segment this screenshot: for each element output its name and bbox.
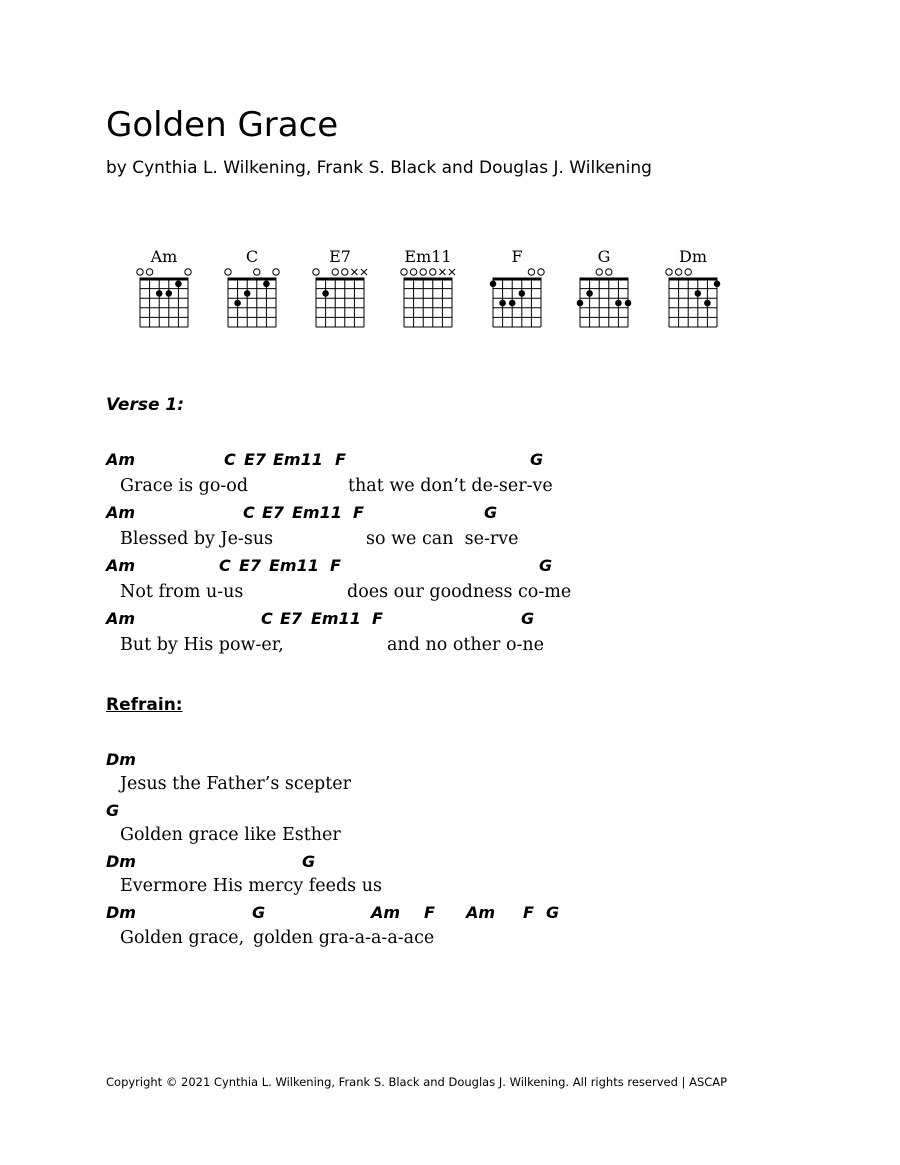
- open-string-marker: [430, 269, 436, 275]
- lyric-segment: so we can se-rve: [366, 529, 519, 549]
- finger-dot: [615, 300, 622, 307]
- chord: E7: [262, 503, 285, 522]
- lyric-segment: But by His pow-er,: [120, 635, 284, 655]
- chord-line: [0, 750, 900, 772]
- open-string-marker: [146, 269, 152, 275]
- chord-line: [0, 852, 900, 874]
- finger-dot: [625, 300, 632, 307]
- open-string-marker: [225, 269, 231, 275]
- muted-string-marker: [449, 269, 455, 275]
- chord-line: [0, 609, 900, 631]
- chord: Em11: [292, 503, 342, 522]
- chord: F: [335, 450, 346, 469]
- chord: Am: [106, 503, 136, 522]
- finger-dot: [490, 281, 497, 288]
- lyric-segment: Jesus the Father’s scepter: [120, 774, 352, 794]
- finger-dot: [509, 300, 516, 307]
- finger-dot: [244, 290, 251, 297]
- chord: G: [539, 556, 553, 575]
- chord-diagram-name: F: [511, 247, 523, 266]
- finger-dot: [586, 290, 593, 297]
- lyric-segment: does our goodness co-me: [347, 582, 572, 602]
- chord: Dm: [106, 903, 136, 922]
- lyric-line: [0, 582, 900, 604]
- chord: Em11: [311, 609, 361, 628]
- chord: G: [521, 609, 535, 628]
- refrain-heading: Refrain:: [106, 695, 183, 715]
- chord-line: [0, 503, 900, 525]
- finger-dot: [577, 300, 584, 307]
- nut: [580, 278, 629, 281]
- open-string-marker: [313, 269, 319, 275]
- chord-diagram-name: Em11: [404, 247, 452, 266]
- chord: F: [330, 556, 341, 575]
- chord: Am: [466, 903, 496, 922]
- chord: F: [523, 903, 534, 922]
- chord: G: [106, 801, 120, 820]
- verse-heading: Verse 1:: [106, 395, 185, 415]
- open-string-marker: [420, 269, 426, 275]
- muted-string-marker: [351, 269, 357, 275]
- lyric-segment: that we don’t de-ser-ve: [348, 476, 553, 496]
- open-string-marker: [185, 269, 191, 275]
- lyric-line: [0, 635, 900, 657]
- chord-diagram-name: C: [245, 247, 259, 266]
- muted-string-marker: [439, 269, 445, 275]
- chord: Dm: [106, 750, 136, 769]
- lyric-line: [0, 476, 900, 498]
- chord: G: [484, 503, 498, 522]
- chord: F: [424, 903, 435, 922]
- chord: C: [224, 450, 236, 469]
- open-string-marker: [606, 269, 612, 275]
- chord-diagram-name: E7: [329, 247, 351, 266]
- finger-dot: [322, 290, 329, 297]
- chord-diagram-name: Am: [150, 247, 178, 266]
- open-string-marker: [685, 269, 691, 275]
- open-string-marker: [342, 269, 348, 275]
- song-title: Golden Grace: [106, 105, 339, 145]
- lyric-segment: Golden grace like Esther: [120, 825, 341, 845]
- lyric-line: [0, 825, 900, 847]
- chord-line: [0, 556, 900, 578]
- lyric-line: [0, 774, 900, 796]
- lyric-segment: Evermore His mercy feeds us: [120, 876, 382, 896]
- chord: Am: [106, 556, 136, 575]
- chord: E7: [280, 609, 303, 628]
- song-authors: by Cynthia L. Wilkening, Frank S. Black and Douglas J. Wilkening: [106, 158, 652, 178]
- chord-diagrams: [0, 240, 900, 340]
- finger-dot: [704, 300, 711, 307]
- chord: Dm: [106, 852, 136, 871]
- nut: [404, 278, 453, 281]
- open-string-marker: [273, 269, 279, 275]
- copyright-footer: Copyright © 2021 Cynthia L. Wilkening, Frank S. Black and Douglas J. Wilkening. All rights reserved | ASCAP: [106, 1075, 728, 1089]
- chord: Am: [106, 450, 136, 469]
- nut: [493, 278, 542, 281]
- lyric-segment: golden gra-a-a-a-ace: [253, 928, 435, 948]
- chord-line: [0, 801, 900, 823]
- chord-line: [0, 903, 900, 925]
- chord: E7: [244, 450, 267, 469]
- chord: Am: [371, 903, 401, 922]
- chord: C: [219, 556, 231, 575]
- finger-dot: [695, 290, 702, 297]
- finger-dot: [263, 281, 270, 288]
- open-string-marker: [254, 269, 260, 275]
- lyric-line: [0, 529, 900, 551]
- open-string-marker: [410, 269, 416, 275]
- finger-dot: [499, 300, 506, 307]
- lyric-segment: Blessed by Je-sus: [120, 529, 274, 549]
- lyric-segment: Grace is go-od: [120, 476, 249, 496]
- lyric-line: [0, 876, 900, 898]
- open-string-marker: [596, 269, 602, 275]
- lyric-line: [0, 928, 900, 950]
- chord-diagram-name: Dm: [679, 247, 707, 266]
- lyric-segment: and no other o-ne: [387, 635, 545, 655]
- chord: Am: [106, 609, 136, 628]
- chord-diagram-name: G: [597, 247, 611, 266]
- chord: G: [530, 450, 544, 469]
- nut: [228, 278, 277, 281]
- nut: [669, 278, 718, 281]
- open-string-marker: [528, 269, 534, 275]
- chord: F: [372, 609, 383, 628]
- muted-string-marker: [361, 269, 367, 275]
- chord: C: [243, 503, 255, 522]
- open-string-marker: [538, 269, 544, 275]
- finger-dot: [714, 281, 721, 288]
- chord: G: [252, 903, 266, 922]
- open-string-marker: [332, 269, 338, 275]
- lyric-segment: Not from u-us: [120, 582, 244, 602]
- open-string-marker: [675, 269, 681, 275]
- chord: C: [261, 609, 273, 628]
- chord: E7: [239, 556, 262, 575]
- lyric-segment: Golden grace,: [120, 928, 245, 948]
- chord: Em11: [269, 556, 319, 575]
- finger-dot: [156, 290, 163, 297]
- open-string-marker: [137, 269, 143, 275]
- chord: F: [353, 503, 364, 522]
- finger-dot: [519, 290, 526, 297]
- nut: [140, 278, 189, 281]
- chord: G: [546, 903, 560, 922]
- finger-dot: [166, 290, 173, 297]
- open-string-marker: [666, 269, 672, 275]
- nut: [316, 278, 365, 281]
- chord: Em11: [273, 450, 323, 469]
- finger-dot: [234, 300, 241, 307]
- open-string-marker: [401, 269, 407, 275]
- chord-line: [0, 450, 900, 472]
- chord: G: [302, 852, 316, 871]
- finger-dot: [175, 281, 182, 288]
